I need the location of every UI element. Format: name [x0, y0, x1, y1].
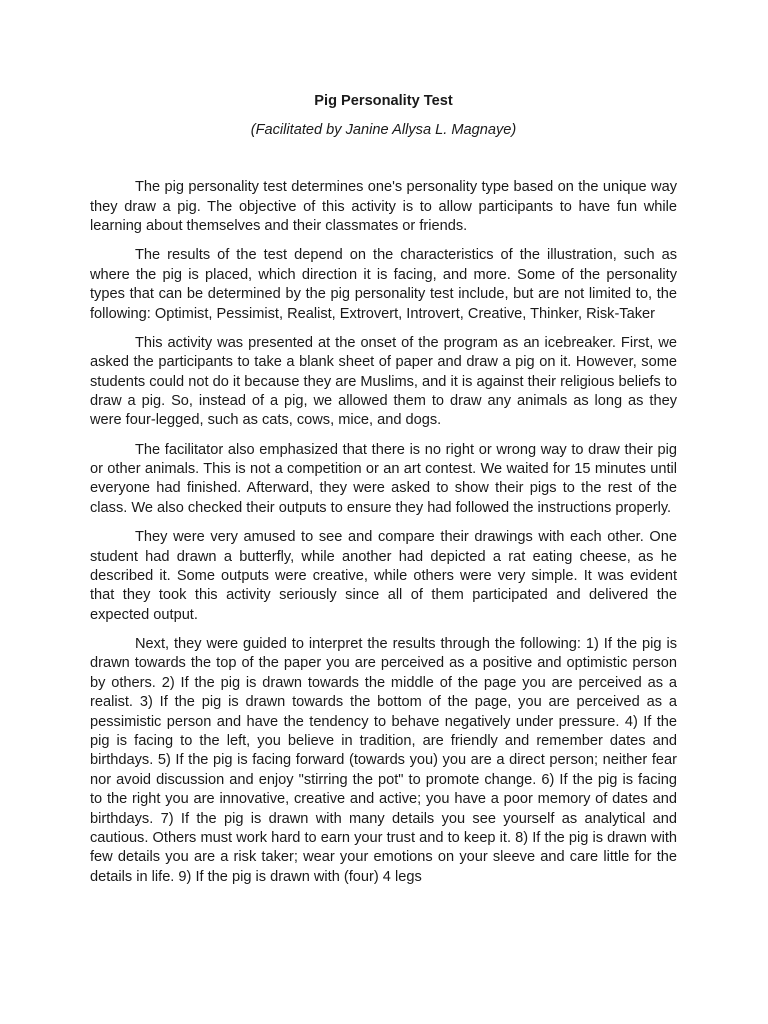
- paragraph-drawings: They were very amused to see and compare their drawings with each other. One student had drawn a butterfly, while another had depicted a rat eating cheese, as he described it. Some outputs were creative, while others were very simple. It was evident that they took this activity seriously since all of them participated and delivered the expected output.: [90, 529, 677, 623]
- paragraph-interpretation: Next, they were guided to interpret the results through the following: 1) If the pig is drawn towards the top of the paper you are perceived as a positive and optimistic person by others. 2) If the pig is drawn towards the middle of the page you are perceived as a realist. 3) If the pig is drawn towards the bottom of the page, you are perceived as a pessimistic person and have the tendency to behave negatively under pressure. 4) If the pig is facing to the left, you believe in tradition, are friendly and remember dates and birthdays. 5) If the pig is facing forward (towards you) you are a direct person; neither fear nor avoid discussion and enjoy "stirring the pot" to promote change. 6) If the pig is facing to the right you are innovative, creative and active; you have a poor memory of dates and birthdays. 7) If the pig is drawn with many details you see yourself as analytical and cautious. Others must work hard to earn your trust and to keep it. 8) If the pig is drawn with few details you are a risk taker; wear your emotions on your sleeve and care little for the details in life. 9) If the pig is drawn with (four) 4 legs: [90, 635, 677, 885]
- paragraph-activity: This activity was presented at the onset of the program as an icebreaker. First, we asked the participants to take a blank sheet of paper and draw a pig on it. However, some students could not do it because they are Muslims, and it is against their religious beliefs to draw a pig. So, instead of a pig, we allowed them to draw any animals as long as they were four-legged, such as cats, cows, mice, and dogs.: [90, 334, 677, 429]
- document-page: [90, 92, 677, 897]
- paragraph-results: The results of the test depend on the characteristics of the illustration, such as where the pig is placed, which direction it is facing, and more. Some of the personality types that can be determined by the pig personality test include, but are not limited to, the following: Optimist, Pessimist, Realist, Extrovert, Introvert, Creative, Thinker, Risk-Taker: [90, 247, 677, 322]
- paragraph-facilitator: The facilitator also emphasized that there is no right or wrong way to draw their pig or other animals. This is not a competition or an art contest. We waited for 15 minutes until everyone had finished. Afterward, they were asked to show their pigs to the rest of the class. We also checked their outputs to ensure they had followed the instructions properly.: [90, 441, 677, 516]
- paragraph-intro: The pig personality test determines one's personality type based on the unique way they draw a pig. The objective of this activity is to allow participants to have fun while learning about themselves and their classmates or friends.: [90, 179, 677, 235]
- document-title: Pig Personality Test: [314, 93, 453, 109]
- document-body: [90, 178, 677, 887]
- document-subtitle: (Facilitated by Janine Allysa L. Magnaye): [250, 122, 517, 138]
